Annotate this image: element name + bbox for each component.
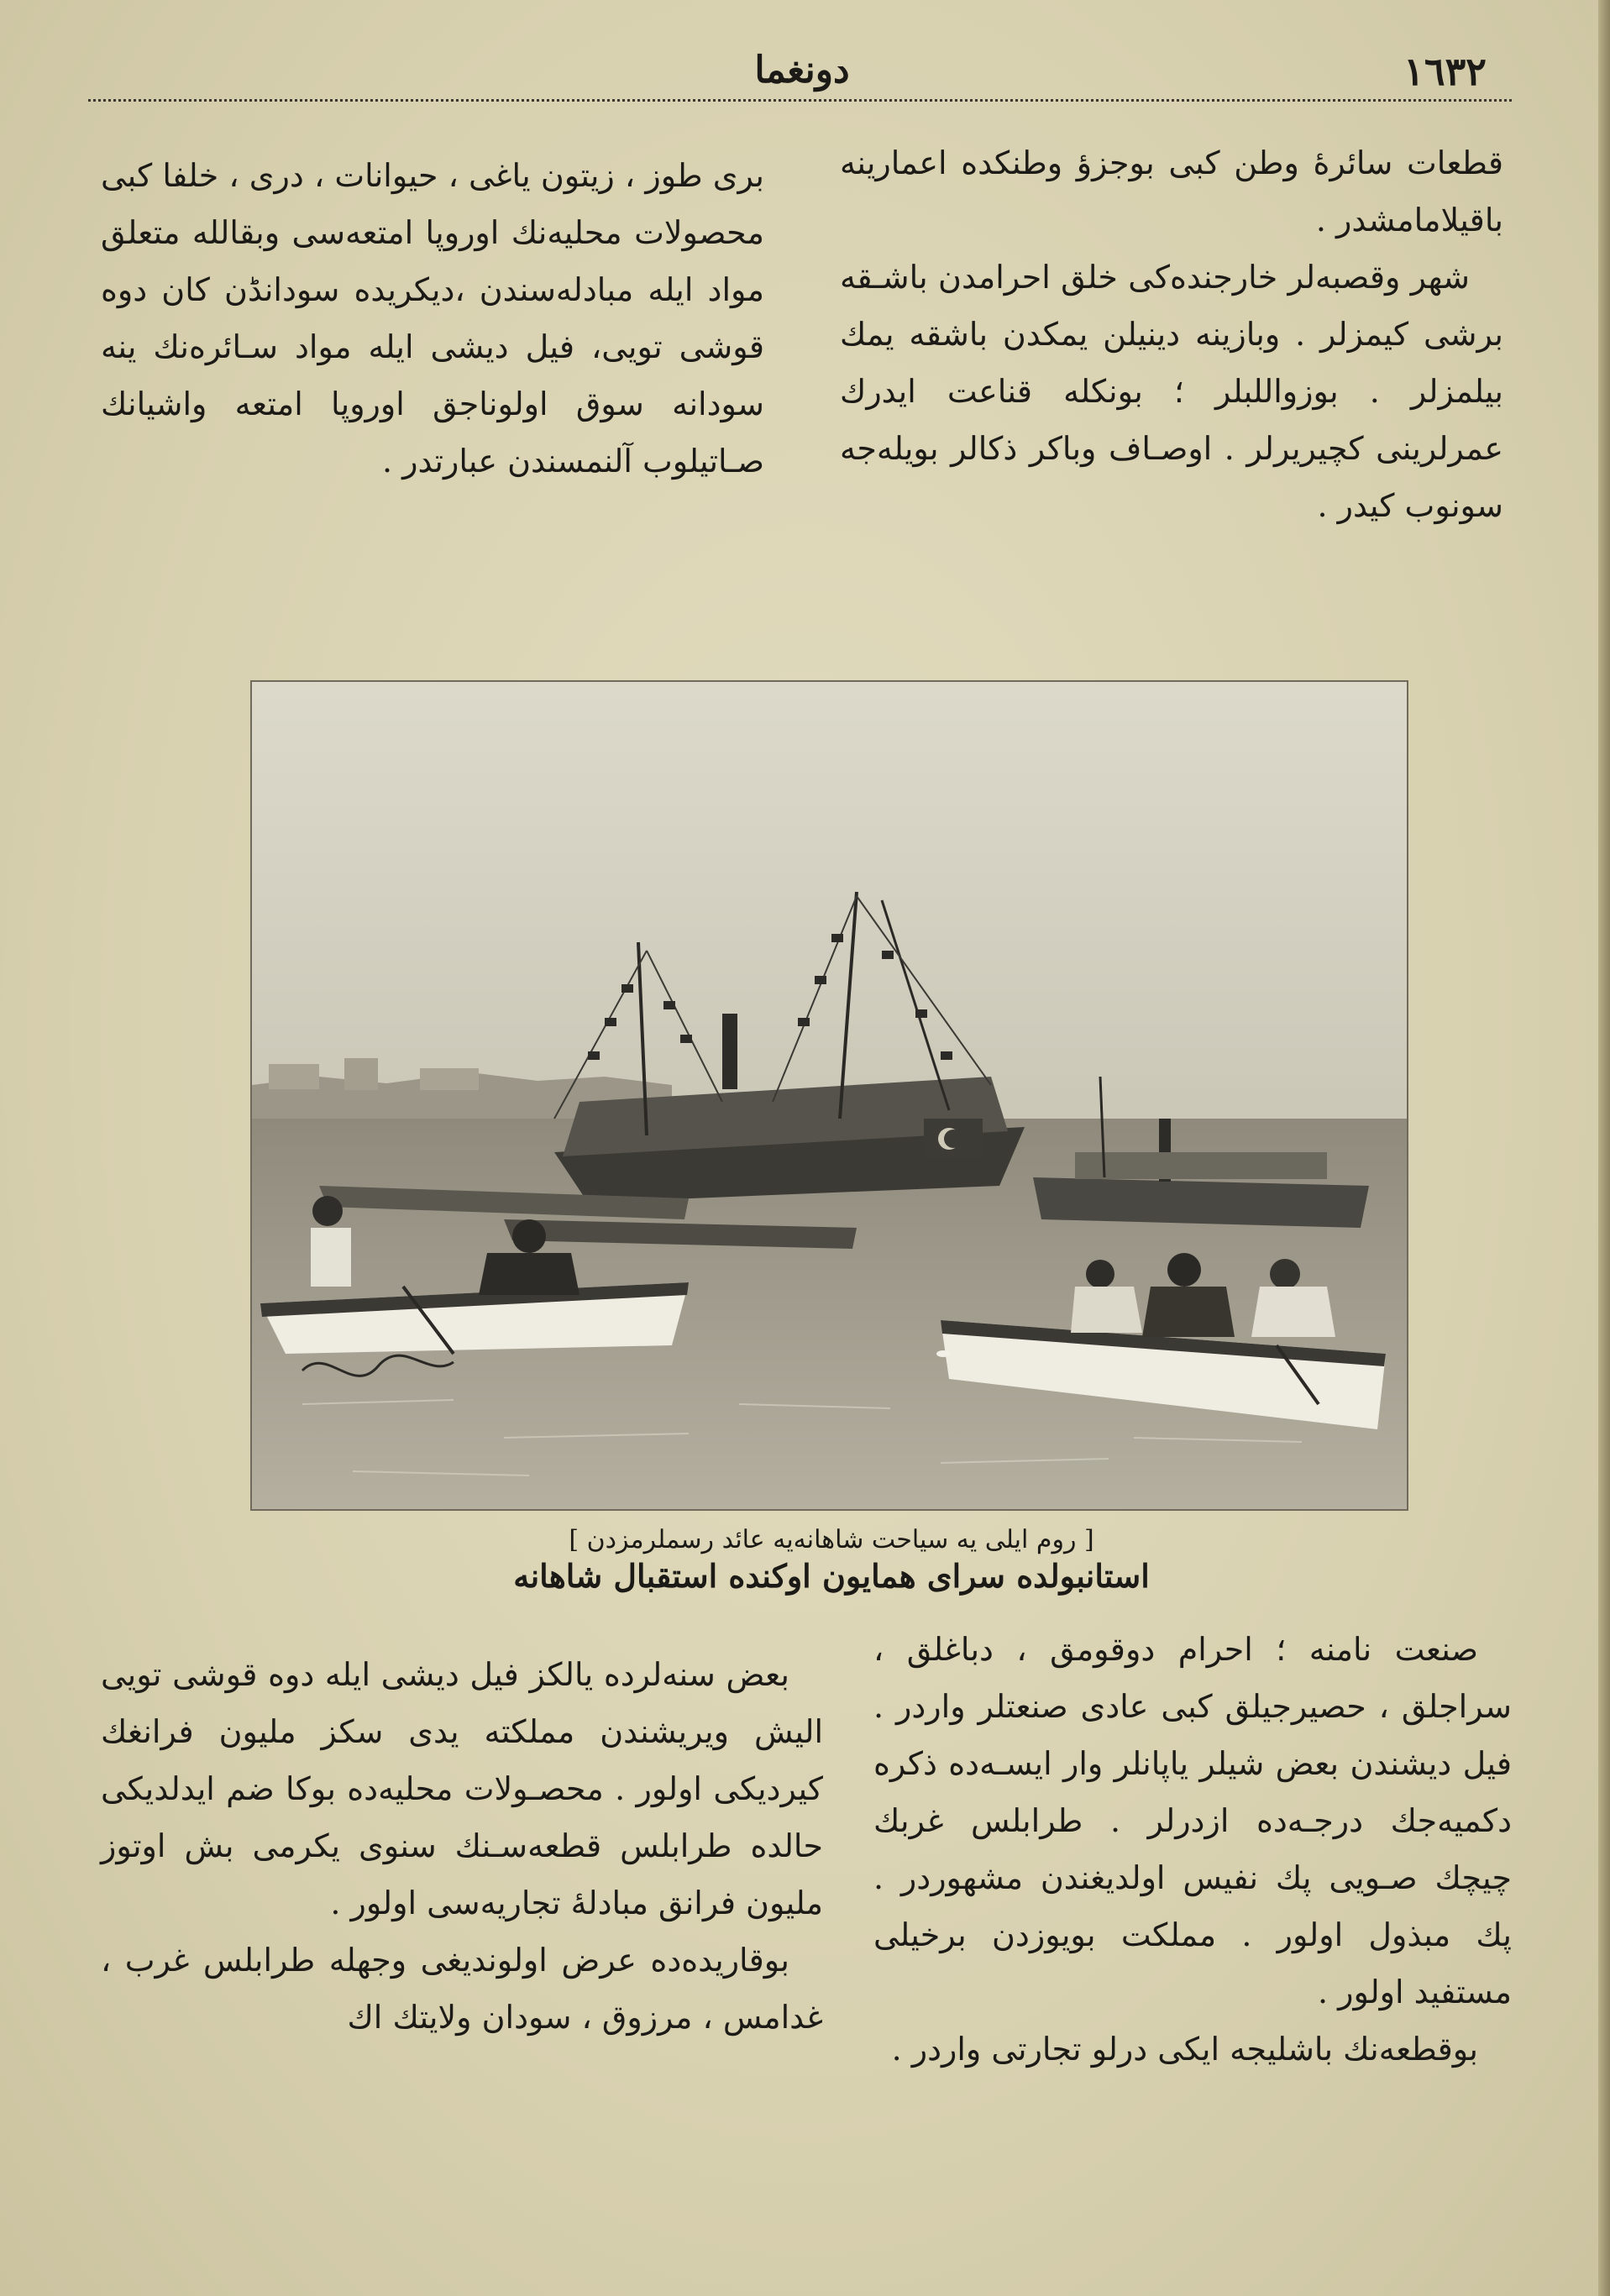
harbor-photograph (250, 680, 1408, 1511)
photo-caption-series: [ روم ايلى يه سياحت شاهانه‌يه عائد رسملرمزدن ] (569, 1525, 1094, 1554)
paragraph: برى طوز ، زيتون ياغى ، حيوانات ، درى ، خلفا كبى محصولات محليه‌نك اوروپا امتعه‌سى وبقالله متعلق مواد ايله مبادله‌سندن ،ديكريده سودانڈن كان دوه قوشى تويى، فيل ديشى ايله مواد سـائره‌نك ينه سودانه سوق اولوناجق اوروپا امتعه واشيانك صـاتيلوب آلنمسندن عبارتدر . (101, 157, 764, 480)
bottom-left-column (101, 1646, 823, 2234)
paragraph: صنعت نامنه ؛ احرام دوقومق ، دباغلق ، سراجلق ، حصيرجيلق كبى عادى صنعتلر واردر . فيل ديشندن بعض شيلر ياپانلر وار ايسـه‌ده ذكره دكميه‌جك درجـه‌ده ازدرلر . طرابلس غربك چيچك صـويى پك نفيس اولديغندن مشهوردر . پك مبذول اولور . مملكت بويوزدن برخيلى مستفيد اولور . (873, 1631, 1512, 2010)
paragraph: شهر وقصبه‌لر خارجنده‌كى خلق احرامدن باشـقه برشى كيمزلر . وبازينه دينيلن يمكدن باشقه يمك بيلمزلر . بوزواللبلر ؛ بونكله قناعت ايدرك عمرلرينى كچيريرلر . اوصـاف وباكر ذكالر بويله‌جه سونوب كيدر . (840, 259, 1503, 524)
bottom-right-column (873, 1621, 1512, 2225)
paragraph: بوقطعه‌نك باشليجه ايكى درلو تجارتى واردر . (891, 2031, 1478, 2068)
top-right-column (840, 134, 1503, 638)
page-number: ١٦٣٢ (1403, 49, 1487, 94)
page-header (92, 44, 1512, 102)
page-spine-shadow (1598, 0, 1610, 2296)
top-left-column (101, 147, 764, 684)
running-title: دونغما (754, 49, 850, 92)
header-dotted-rule (88, 99, 1512, 102)
paragraph: بوقاريده‌ده عرض اولونديغى وجهله طرابلس غرب ، غدامس ، مرزوق ، سودان ولايتك اك (101, 1942, 823, 2036)
photo-caption-title: استانبولده سراى همايون اوكنده استقبال شاهانه (513, 1557, 1150, 1595)
paragraph: قطعات سائرهٔ وطن كبى بوجزؤ وطنكده اعمارينه باقيلامامشدر . (840, 144, 1503, 239)
paragraph: بعض سنه‌لرده يالكز فيل ديشى ايله دوه قوشى تويى اليش ويريشندن مملكته يدى سكز مليون فرانغك كيرديكى اولور . محصـولات محليه‌ده بوكا ضم ايدلديكى حالده طرابلس قطعه‌سـنك سنوى يكرمى بش اوتوز مليون فرانق مبادلهٔ تجاريه‌سى اولور . (101, 1656, 823, 1921)
photo-illustration (252, 682, 1407, 1509)
